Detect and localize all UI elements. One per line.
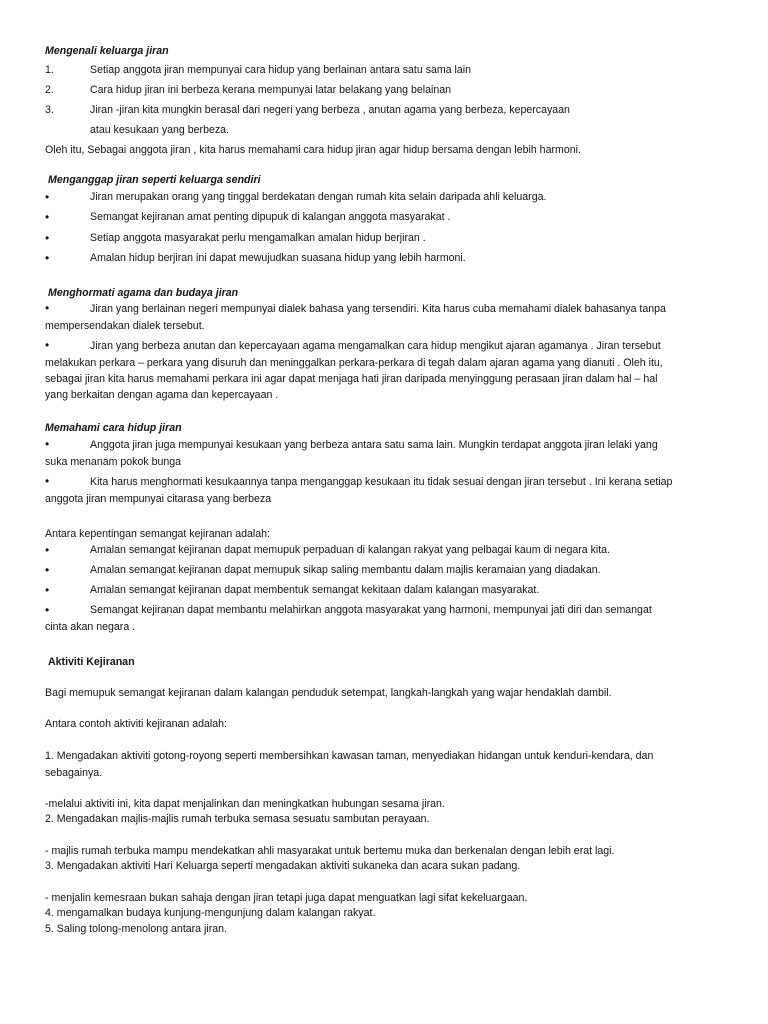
list-number: 2. [45,84,54,96]
paragraph: Antara contoh aktiviti kejiranan adalah: [45,718,227,730]
list-item: Anggota jiran juga mempunyai kesukaan yang berbeza antara satu sama lain. Mungkin terdapat anggota jiran lelaki yang [90,439,658,451]
section-heading: Menganggap jiran seperti keluarga sendiri [48,174,261,186]
paragraph: Oleh itu, Sebagai anggota jiran , kita harus memahami cara hidup jiran agar hidup bersama dengan lebih harmoni. [45,144,581,156]
list-item-continuation: mempersendakan dialek tersebut. [45,320,205,332]
bullet: • [45,301,50,315]
list-item: Jiran yang berbeza anutan dan kepercayaan agama mengamalkan cara hidup mengikut ajaran agamanya . Jiran tersebut [90,340,661,352]
bullet: • [45,563,50,577]
list-item: Jiran merupakan orang yang tinggal berdekatan dengan rumah kita selain daripada ahli keluarga. [90,191,547,203]
section-heading: Mengenali keluarga jiran [45,45,169,57]
list-item-continuation: sebagai jiran kita harus memahami perkara ini agar dapat menjaga hati jiran daripada menyinggung perasaan jiran dalam hal – hal [45,373,658,385]
list-item: Amalan semangat kejiranan dapat memupuk sikap saling membantu dalam majlis keramaian yang diadakan. [90,564,601,576]
list-item-continuation: yang berkaitan dengan agama dan kepercayaan . [45,389,279,401]
list-number: 3. [45,104,54,116]
list-number: 1. [45,64,54,76]
activity-item: 3. Mengadakan aktiviti Hari Keluarga seperti mengadakan aktiviti sukaneka dan acara sukan padang. [45,860,521,872]
paragraph: Bagi memupuk semangat kejiranan dalam kalangan penduduk setempat, langkah-langkah yang wajar hendaklah dambil. [45,687,612,699]
list-item-continuation: atau kesukaan yang berbeza. [90,124,229,136]
activity-item-continuation: sebagainya. [45,767,103,779]
list-item: Setiap anggota jiran mempunyai cara hidup yang berlainan antara satu sama lain [90,64,472,76]
paragraph: Antara kepentingan semangat kejiranan adalah: [45,528,270,540]
list-item: Amalan hidup berjiran ini dapat mewujudkan suasana hidup yang lebih harmoni. [90,252,466,264]
list-item: Jiran -jiran kita mungkin berasal dari negeri yang berbeza , anutan agama yang berbeza, kepercayaan [90,104,570,116]
bullet: • [45,543,50,557]
list-item: Setiap anggota masyarakat perlu mengamalkan amalan hidup berjiran . [90,232,426,244]
activity-item: 4. mengamalkan budaya kunjung-mengunjung dalam kalangan rakyat. [45,907,376,919]
list-item: Semangat kejiranan dapat membantu melahirkan anggota masyarakat yang harmoni, mempunyai jati diri dan semangat [90,604,652,616]
list-item-continuation: melakukan perkara – perkara yang disuruh dan meninggalkan perkara-perkara di tegah dalam ajaran agama yang dianuti . Oleh itu, [45,357,663,369]
activity-note: - menjalin kemesraan bukan sahaja dengan jiran tetapi juga dapat menguatkan lagi sifat kekeluargaan. [45,892,528,904]
section-heading: Memahami cara hidup jiran [45,422,182,434]
activity-note: -melalui aktiviti ini, kita dapat menjalinkan dan meningkatkan hubungan sesama jiran. [45,798,445,810]
list-item-continuation: cinta akan negara . [45,621,136,633]
list-item: Cara hidup jiran ini berbeza kerana mempunyai latar belakang yang belainan [90,84,452,96]
bullet: • [45,231,50,245]
activity-item: 1. Mengadakan aktiviti gotong-royong seperti membersihkan kawasan taman, menyediakan hidangan untuk kenduri-kendara, dan [45,750,654,762]
bullet: • [45,251,50,265]
bullet: • [45,583,50,597]
activity-item: 5. Saling tolong-menolong antara jiran. [45,923,227,935]
bullet: • [45,603,50,617]
activity-note: - majlis rumah terbuka mampu mendekatkan ahli masyarakat untuk bertemu muka dan berkenalan dengan lebih erat lagi. [45,845,615,857]
list-item-continuation: anggota jiran mempunyai citarasa yang berbeza [45,493,272,505]
section-heading: Aktiviti Kejiranan [48,656,135,668]
activity-item: 2. Mengadakan majlis-majlis rumah terbuka semasa sesuatu sambutan perayaan. [45,813,430,825]
bullet: • [45,474,50,488]
bullet: • [45,338,50,352]
list-item: Kita harus menghormati kesukaannya tanpa menganggap kesukaan itu tidak sesuai dengan jiran tersebut . Ini kerana setiap [90,476,673,488]
list-item: Amalan semangat kejiranan dapat membentuk semangat kekitaan dalam kalangan masyarakat. [90,584,540,596]
list-item: Amalan semangat kejiranan dapat memupuk perpaduan di kalangan rakyat yang pelbagai kaum di negara kita. [90,544,611,556]
bullet: • [45,437,50,451]
list-item: Semangat kejiranan amat penting dipupuk di kalangan anggota masyarakat . [90,211,451,223]
bullet: • [45,210,50,224]
bullet: • [45,190,50,204]
list-item: Jiran yang berlainan negeri mempunyai dialek bahasa yang tersendiri. Kita harus cuba memahami dialek bahasanya tanpa [90,303,666,315]
section-heading: Menghormati agama dan budaya jiran [48,287,239,299]
list-item-continuation: suka menanam pokok bunga [45,456,182,468]
